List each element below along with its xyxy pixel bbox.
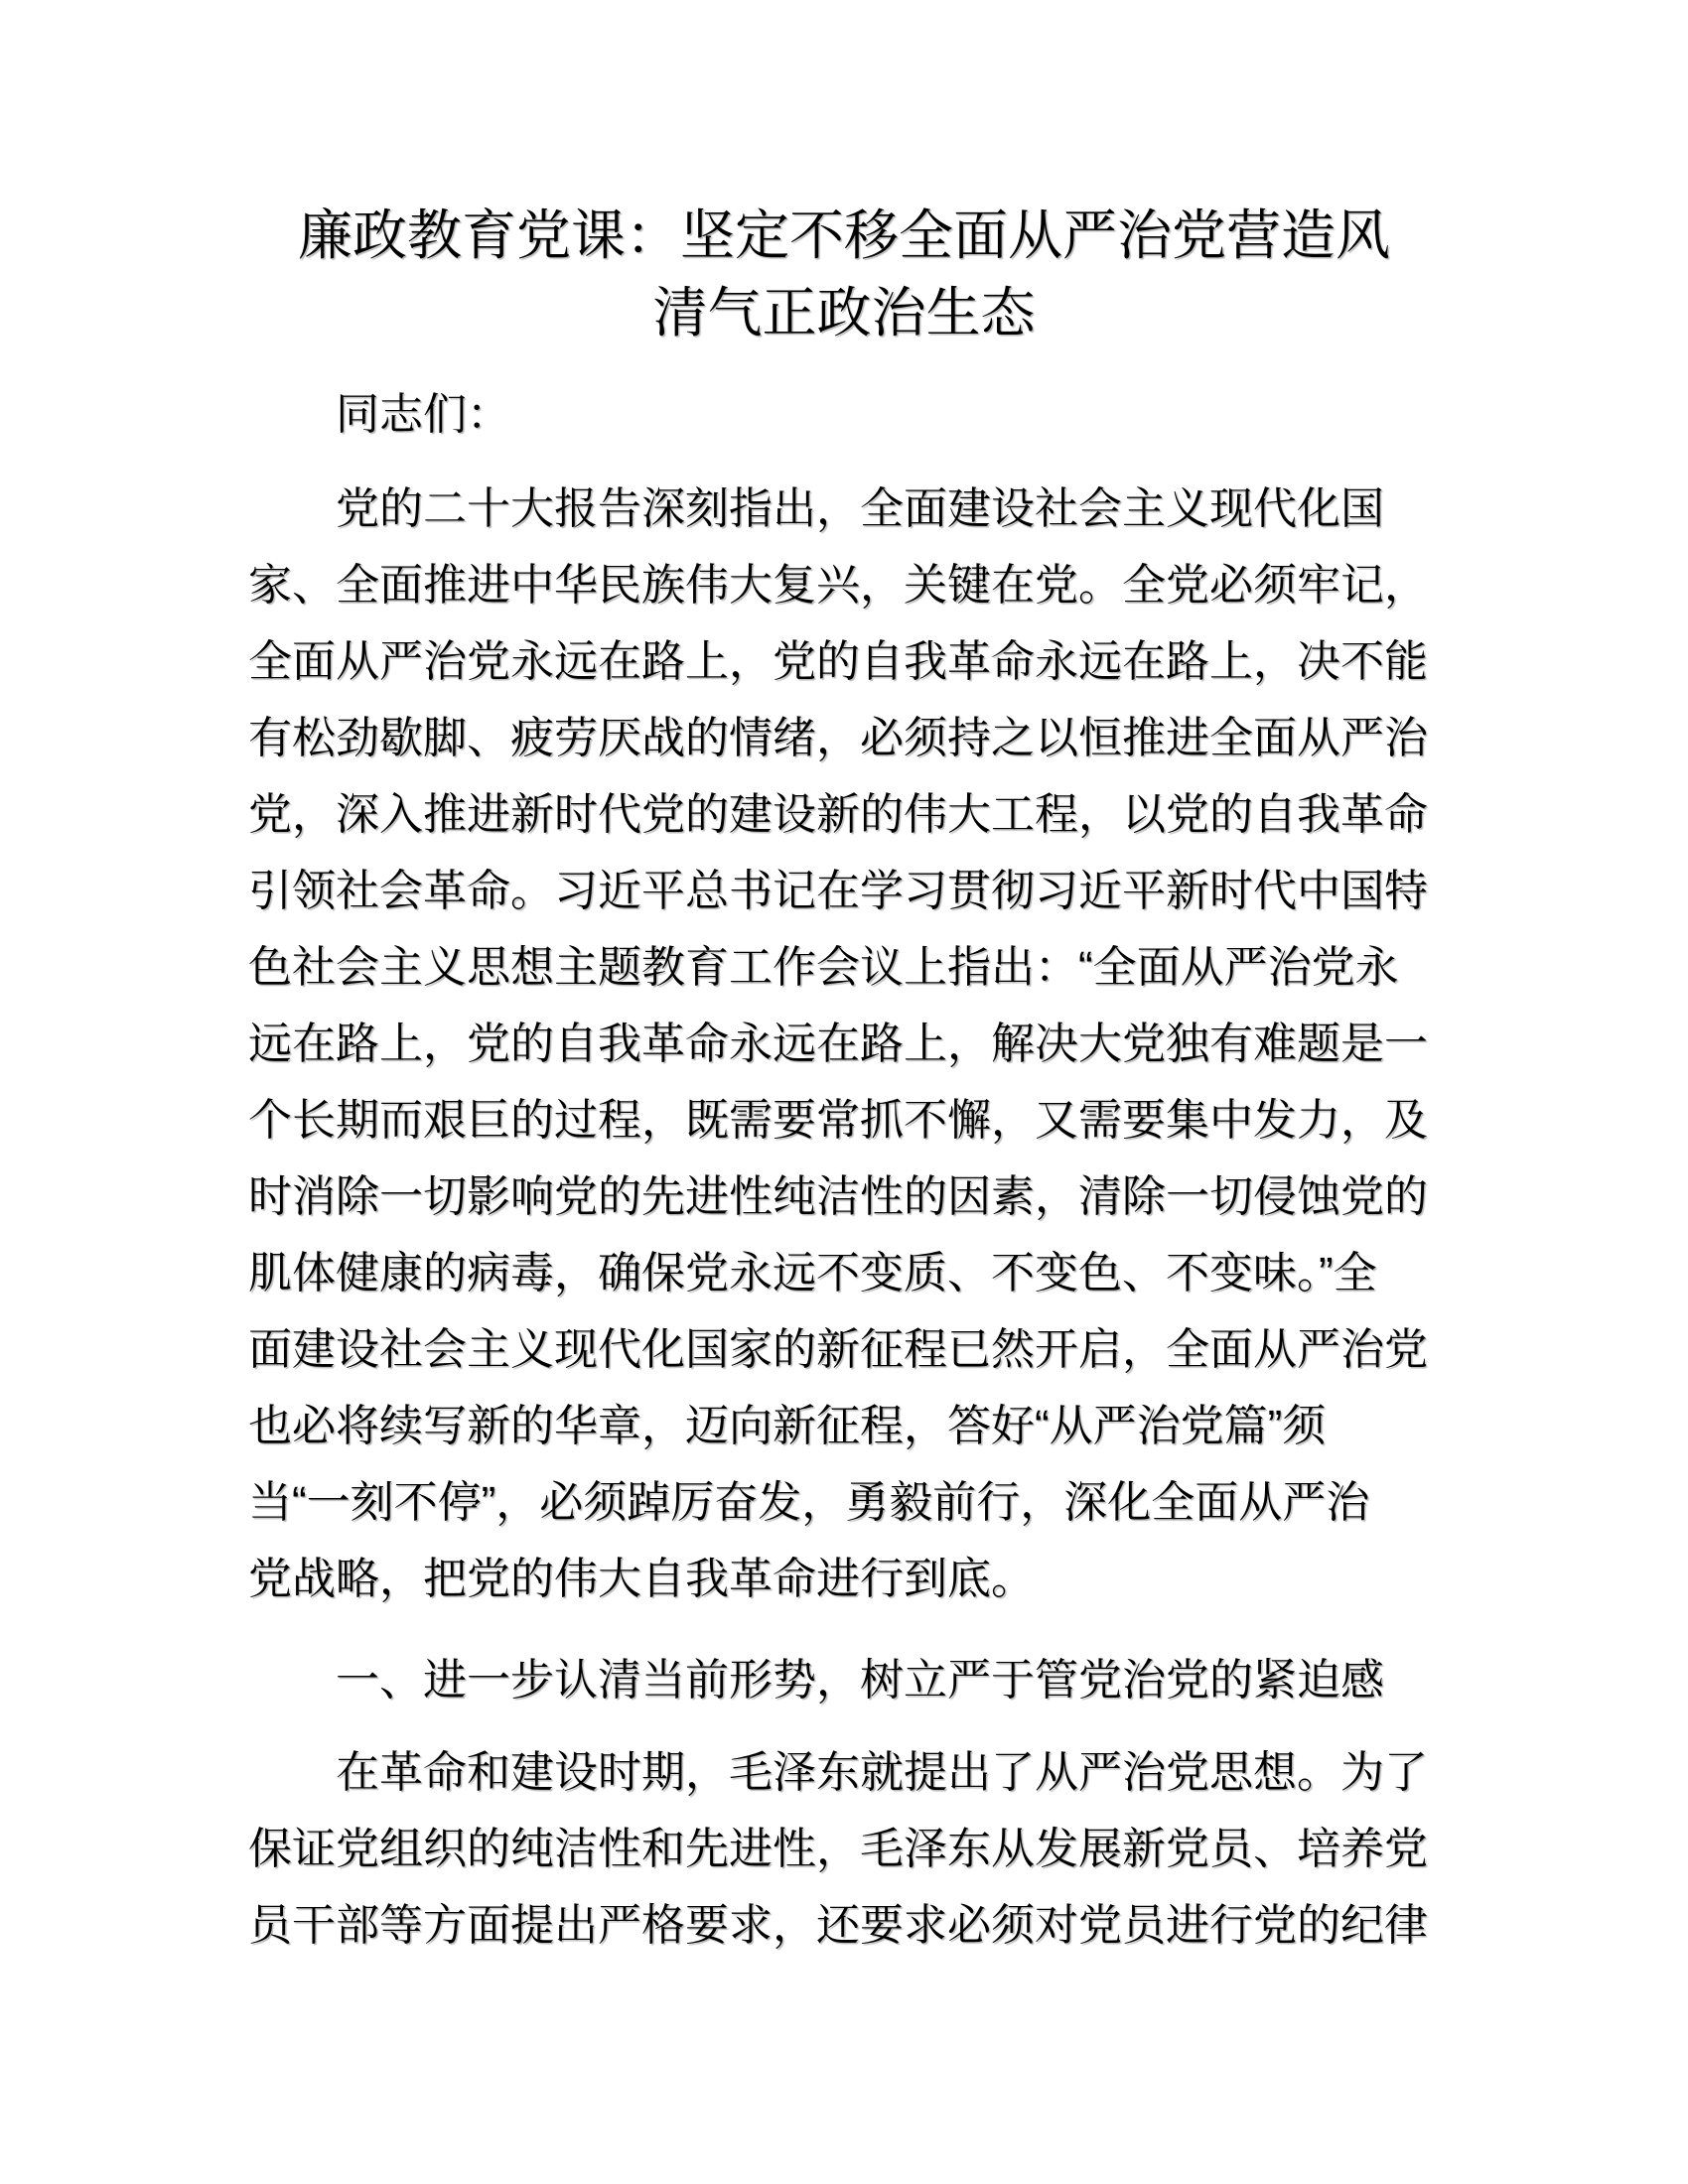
document-content <box>248 0 1440 1964</box>
paragraph-line: 保证党组织的纯洁性和先进性，毛泽东从发展新党员、培养党 <box>248 1825 1428 1873</box>
paragraph-1 <box>248 471 1440 1617</box>
paragraph-line: 当“一刻不停”，必须踔厉奋发，勇毅前行，深化全面从严治 <box>248 1478 1370 1527</box>
paragraph-line: 有松劲歇脚、疲劳厌战的情绪，必须持之以恒推进全面从严治 <box>248 714 1428 762</box>
paragraph-line: 家、全面推进中华民族伟大复兴，关键在党。全党必须牢记， <box>248 561 1428 610</box>
paragraph-line: 在革命和建设时期，毛泽东就提出了从严治党思想。为了 <box>336 1748 1428 1797</box>
document-title <box>248 0 1440 351</box>
paragraph-line: 全面从严治党永远在路上，党的自我革命永远在路上，决不能 <box>248 637 1428 686</box>
paragraph-line: 党，深入推进新时代党的建设新的伟大工程，以党的自我革命 <box>248 790 1428 839</box>
paragraph-line: 时消除一切影响党的先进性纯洁性的因素，清除一切侵蚀党的 <box>248 1172 1428 1221</box>
paragraph-line: 远在路上，党的自我革命永远在路上，解决大党独有难题是一 <box>248 1020 1428 1068</box>
paragraph-line: 党的二十大报告深刻指出，全面建设社会主义现代化国 <box>336 484 1384 533</box>
title-line-2: 清气正政治生态 <box>652 282 1036 343</box>
paragraph-2 <box>248 1734 1440 1964</box>
section-heading: 一、进一步认清当前形势，树立严于管党治党的紧迫感 <box>336 1656 1384 1705</box>
paragraph-line: 面建设社会主义现代化国家的新征程已然开启，全面从严治党 <box>248 1325 1428 1374</box>
paragraph-line: 引领社会革命。习近平总书记在学习贯彻习近平新时代中国特 <box>248 867 1428 915</box>
paragraph-line: 色社会主义思想主题教育工作会议上指出：“全面从严治党永 <box>248 943 1399 992</box>
paragraph-line: 个长期而艰巨的过程，既需要常抓不懈，又需要集中发力，及 <box>248 1096 1428 1145</box>
paragraph-line: 也必将续写新的华章，迈向新征程，答好“从严治党篇”须 <box>248 1402 1327 1450</box>
paragraph-line: 肌体健康的病毒，确保党永远不变质、不变色、不变味。”全 <box>248 1249 1377 1297</box>
title-line-1: 廉政教育党课：坚定不移全面从严治党营造风 <box>297 205 1390 266</box>
paragraph-line: 党战略，把党的伟大自我革命进行到底。 <box>248 1555 1035 1603</box>
salutation: 同志们： <box>336 390 510 439</box>
paragraph-line: 员干部等方面提出严格要求，还要求必须对党员进行党的纪律 <box>248 1901 1428 1950</box>
